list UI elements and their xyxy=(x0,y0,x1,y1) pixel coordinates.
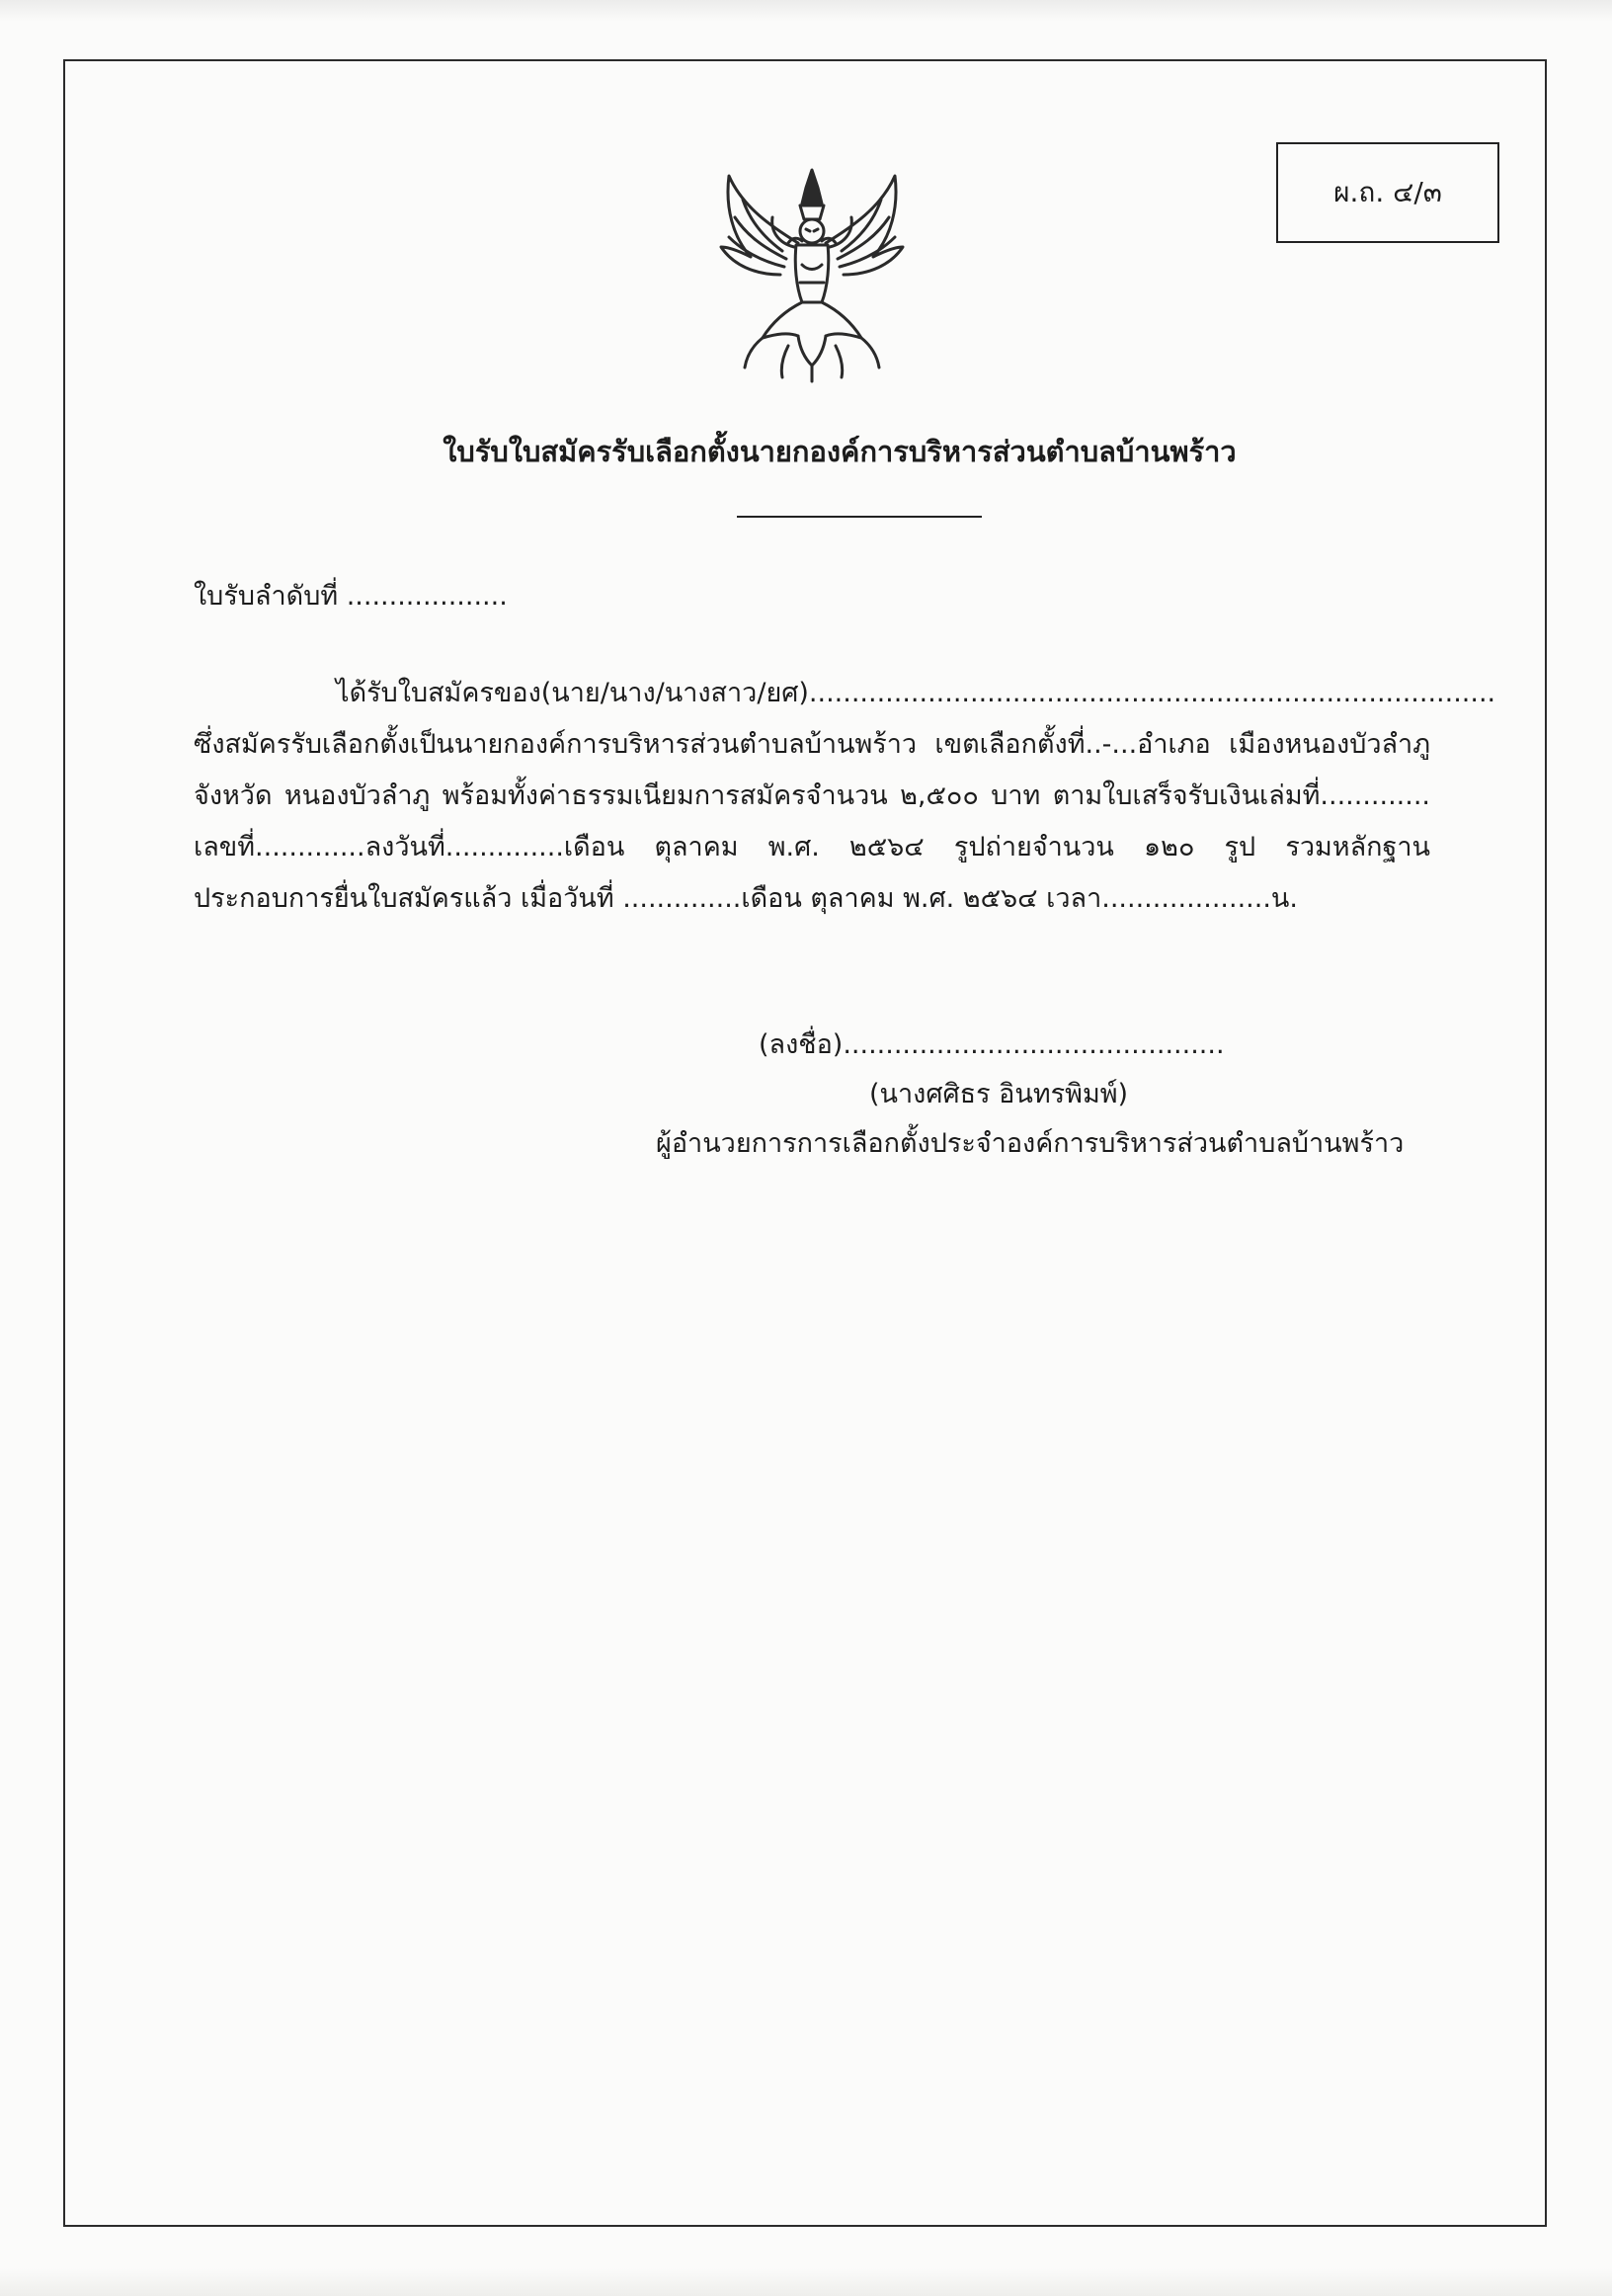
garuda-emblem-icon xyxy=(703,148,921,385)
signatory-position: ผู้อำนวยการการเลือกตั้งประจำองค์การบริหารส่วนตำบลบ้านพร้าว xyxy=(656,1128,1405,1159)
scan-edge-bottom xyxy=(0,2268,1612,2296)
receipt-number-line: ใบรับลำดับที่ ................... xyxy=(194,581,508,612)
body-line-4: เลขที่.............ลงวันที่..............เดือน ตุลาคม พ.ศ. ๒๕๖๔ รูปถ่ายจำนวน ๑๒๐ รูป รวมหลักฐาน xyxy=(194,832,1430,862)
form-code-box xyxy=(1276,142,1499,243)
body-line-3: จังหวัด หนองบัวลำภู พร้อมทั้งค่าธรรมเนียมการสมัครจำนวน ๒,๕๐๐ บาท ตามใบเสร็จรับเงินเล่มที่............. xyxy=(194,780,1430,811)
body-line-1: ได้รับใบสมัครของ(นาย/นาง/นางสาว/ยศ)................................................................................. xyxy=(336,678,1496,708)
signature-line: (ลงชื่อ)............................................. xyxy=(759,1029,1225,1060)
form-code: ผ.ถ. ๔/๓ xyxy=(1333,176,1442,208)
scan-edge-top xyxy=(0,0,1612,22)
body-line-5: ประกอบการยื่นใบสมัครแล้ว เมื่อวันที่ ..............เดือน ตุลาคม พ.ศ. ๒๕๖๔ เวลา....................น. xyxy=(194,883,1298,914)
title-underline xyxy=(737,516,982,518)
signatory-name: (นางศศิธร อินทรพิมพ์) xyxy=(869,1079,1129,1109)
body-line-2: ซึ่งสมัครรับเลือกตั้งเป็นนายกองค์การบริหารส่วนตำบลบ้านพร้าว เขตเลือกตั้งที่..-...อำเภอ เมืองหนองบัวลำภู xyxy=(194,729,1430,760)
document-title: ใบรับใบสมัครรับเลือกตั้งนายกองค์การบริหารส่วนตำบลบ้านพร้าว xyxy=(443,435,1237,468)
